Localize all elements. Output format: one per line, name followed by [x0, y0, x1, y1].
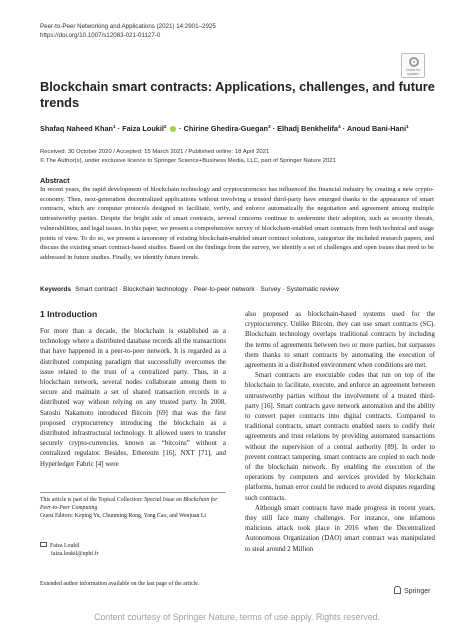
- author-affiliation: 1: [406, 125, 409, 130]
- author-name[interactable]: Faiza Loukil: [122, 124, 164, 133]
- collection-prefix: This article is part of the Topical Collection:: [40, 497, 145, 503]
- author-name[interactable]: Anoud Bani-Hani: [346, 124, 407, 133]
- collection-line: [40, 496, 226, 512]
- author-separator: ·: [115, 124, 123, 133]
- update-icon: [409, 57, 419, 67]
- publisher-name: Springer: [404, 588, 431, 595]
- corresponding-email[interactable]: faiza.loukil@uphf.fr: [51, 551, 99, 557]
- journal-citation: Peer-to-Peer Networking and Applications (2021) 14:2901–2925: [40, 23, 216, 30]
- orcid-icon[interactable]: [170, 126, 177, 133]
- extended-author-info: Extended author information available on the last page of the article.: [40, 581, 200, 587]
- collection-title: Special Issue on Blockchain for Peer-to-Peer Computing: [40, 497, 218, 511]
- paragraph: For more than a decade, the blockchain is established as a technology where a distributed database records all the transactions that have happened in a peer-to-peer network. It is regarded as a distributed computing paradigm that successfully overcomes the issue related to the trust of a centralized party. Thus, in a blockchain network, several nodes collaborate among them to secure and maintain a set of shared transaction records in a distributed way without relying on any trusted party. In 2008, Satoshi Nakamoto introduced Bitcoin [69] that was the first proposed cryptocurrency introducing the blockchain as a distributed infrastructural technology. It allowed users to transfer securely crypto-currencies, known as “bitcoins” without a centralized regulator. Besides, Ethereum [16], NXT [71], and Hyperledger Fabric [4] were: [40, 328, 226, 468]
- left-column: [40, 327, 226, 470]
- journal-header: [40, 23, 216, 40]
- doi-link[interactable]: https://doi.org/10.1007/s12083-021-01127-0: [40, 31, 161, 39]
- keywords-text: Smart contract · Blockchain technology · Peer-to-peer network · Survey · Systematic review: [75, 286, 339, 293]
- collection-footnote: [40, 496, 226, 520]
- author-affiliation: 4: [337, 125, 341, 130]
- article-title: Blockchain smart contracts: Applications, challenges, and future trends: [40, 79, 435, 110]
- keywords-line: [40, 286, 440, 293]
- abstract-text: In recent years, the rapid development of blockchain technology and cryptocurrencies has influenced the financial industry by creating a new crypto-economy. Then, next-generation decentralized applications without involving a trusted third-party have emerged thanks to the appearance of smart contracts, which are computer protocols designed to facilitate, verify, and enforce automatically the negotiation and agreement among multiple untrustworthy parties. Despite the bright side of smart contracts, several concerns continue to undermine their adoption, such as security threats, vulnerabilities, and legal issues. In this paper, we present a comprehensive survey of blockchain-enabled smart contracts from both technical and usage points of view. To do so, we present a taxonomy of existing blockchain-enabled smart contract solutions, categorize the included research papers, and discuss the existing smart contract-based studies. Based on the findings from the survey, we identify a set of challenges and open issues that need to be addressed in future studies. Finally, we identify future trends.: [40, 186, 434, 261]
- author-name[interactable]: Shafaq Naheed Khan: [40, 124, 113, 133]
- author-separator: ·: [270, 124, 278, 133]
- author-list: [40, 124, 460, 133]
- guest-editors: Guest Editors: Keping Yu, Chunming Rong, Yang Cao, and Wenjuan Li: [40, 513, 207, 519]
- paragraph: Smart contracts are executable codes that run on top of the blockchain to facilitate, execute, and enforce an agreement between untrustworthy parties without the involvement of a trusted third-party [16]. Smart contracts gave network automation and the ability to convert paper contracts into digital contracts. Compared to traditional contracts, smart contracts enabled users to codify their agreements and trust relations by providing automated transactions without the supervision of a central authority [89]. In order to prevent contract tampering, smart contracts are copied to each node of the blockchain network. By enabling the execution of the operations by computers and services provided by blockchain platforms, human error could be reduced to avoid disputes regarding such contracts.: [245, 372, 435, 502]
- keywords-label: Keywords: [40, 286, 72, 293]
- abstract-heading: Abstract: [40, 176, 70, 185]
- author-name[interactable]: Elhadj Benkhelifa: [277, 124, 338, 133]
- section-heading-introduction: 1 Introduction: [40, 309, 98, 319]
- paragraph: also proposed as blockchain-based systems used for the cryptocurrency. Unlike Bitcoin, they can use smart contracts (SC). Blockchain technology overlaps traditional contracts by including the terms of agreements between two or more parties, but surpasses them thanks to smart contracts by automating the execution of agreements in a distributed environment when conditions are met.: [245, 311, 435, 370]
- author-affiliation: 3: [267, 125, 271, 130]
- right-column: [245, 310, 435, 555]
- check-for-updates-badge[interactable]: [401, 53, 425, 78]
- footnote-divider: [40, 492, 226, 493]
- badge-label: Check for updates: [405, 68, 421, 76]
- paragraph: Although smart contracts have made progress in recent years, they still face many challenges. For instance, one infamous malicious attack took place in 2016 when the Decentralized Autonomous Organization (DAO) smart contract was manipulated to steal around 2 Million: [245, 504, 435, 553]
- watermark: Content courtesy of Springer Nature, terms of use apply. Rights reserved.: [94, 612, 380, 622]
- publication-history: [40, 148, 336, 165]
- corresponding-author: [40, 542, 226, 558]
- springer-horse-icon: [394, 586, 401, 594]
- author-separator: ·: [340, 124, 347, 133]
- corresponding-name: Faiza Loukil: [50, 543, 80, 549]
- publisher-logo: [394, 586, 430, 595]
- author-affiliation: 2: [163, 125, 167, 130]
- author-separator: ·: [177, 124, 184, 133]
- license-line: © The Author(s), under exclusive licence to Springer Science+Business Media, LLC, part of Springer Nature 2021: [40, 157, 336, 164]
- author-name[interactable]: Chirine Ghedira-Guegan: [183, 124, 268, 133]
- author-affiliation: 1: [112, 125, 116, 130]
- dates-line: Received: 30 October 2020 / Accepted: 15 March 2021 / Published online: 18 April 2021: [40, 149, 270, 155]
- envelope-icon: [40, 542, 47, 547]
